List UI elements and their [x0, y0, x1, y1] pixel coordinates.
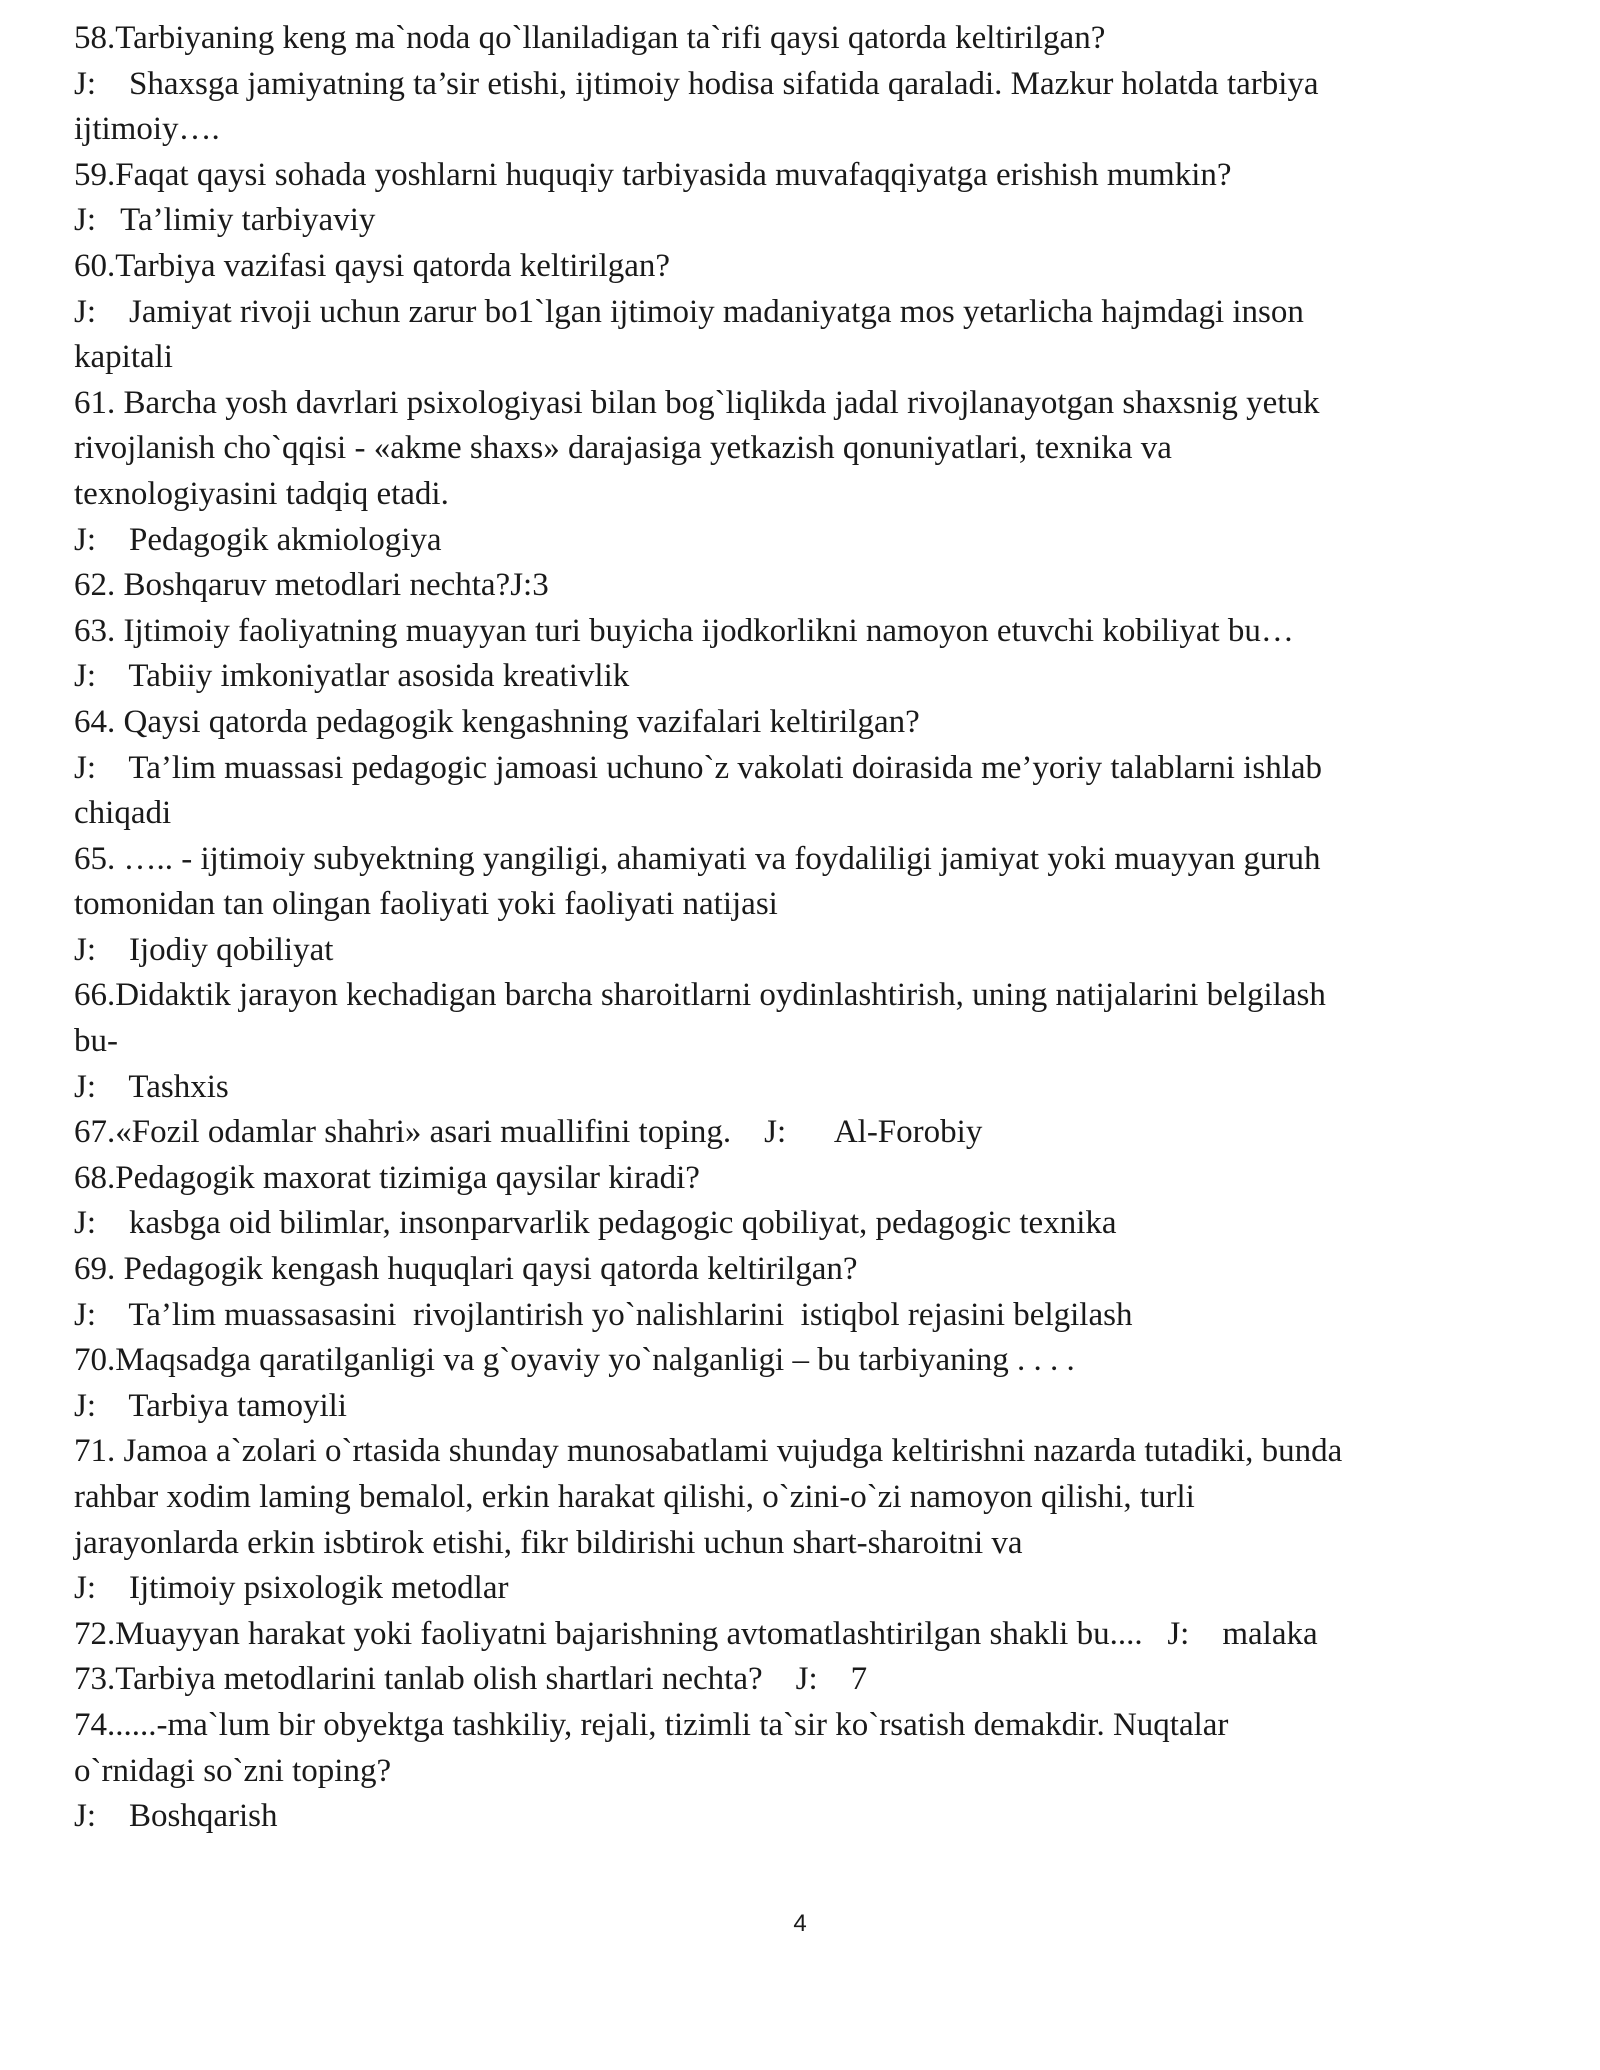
text-line: rahbar xodim laming bemalol, erkin harakat qilishi, o`zini-o`zi namoyon qilishi, turli [74, 1479, 1195, 1515]
text-line: 58.Tarbiyaning keng ma`noda qo`llaniladigan ta`rifi qaysi qatorda keltirilgan? [74, 20, 1106, 56]
text-line: 66.Didaktik jarayon kechadigan barcha sharoitlarni oydinlashtirish, uning natijalarini belgilash [74, 977, 1326, 1014]
text-line: J: Ta’lim muassasasini rivojlantirish yo`nalishlarini istiqbol rejasini belgilash [74, 1296, 1133, 1333]
text-line: 60.Tarbiya vazifasi qaysi qatorda keltirilgan? [74, 247, 671, 284]
document-body [74, 16, 1514, 1840]
text-line: J: Tashxis [74, 1068, 229, 1105]
text-line: J: Ijtimoiy psixologik metodlar [74, 1570, 509, 1607]
text-line: 64. Qaysi qatorda pedagogik kengashning vazifalari keltirilgan? [74, 703, 920, 740]
text-line: J: Tarbiya tamoyili [74, 1387, 347, 1424]
text-line: J: Ta’limiy tarbiyaviy [74, 202, 376, 239]
text-line: J: kasbga oid bilimlar, insonparvarlik pedagogic qobiliyat, pedagogic texnika [74, 1205, 1117, 1242]
text-line: J: Shaxsga jamiyatning ta’sir etishi, ijtimoiy hodisa sifatida qaraladi. Mazkur holatda tarbiya [74, 65, 1319, 102]
text-line: chiqadi [74, 795, 172, 832]
text-line: jarayonlarda erkin isbtirok etishi, fikr bildirishi uchun shart-sharoitni va [74, 1524, 1023, 1561]
text-line: 63. Ijtimoiy faoliyatning muayyan turi buyicha ijodkorlikni namoyon etuvchi kobiliyat bu… [74, 612, 1294, 649]
text-line: 65. ….. - ijtimoiy subyektning yangiligi, ahamiyati va foydaliligi jamiyat yoki muayyan guruh [74, 840, 1321, 877]
text-line: 73.Tarbiya metodlarini tanlab olish shartlari nechta? J: 7 [74, 1661, 868, 1698]
text-line: J: Boshqarish [74, 1798, 278, 1835]
text-line: 68.Pedagogik maxorat tizimiga qaysilar kiradi? [74, 1159, 700, 1196]
text-line: 62. Boshqaruv metodlari nechta?J:3 [74, 567, 549, 604]
text-line: J: Ijodiy qobiliyat [74, 931, 334, 968]
text-line: 74......-ma`lum bir obyektga tashkiliy, rejali, tizimli ta`sir ko`rsatish demakdir. Nuqtalar [74, 1706, 1229, 1743]
text-line: 70.Maqsadga qaratilganligi va g`oyaviy yo`nalganligi – bu tarbiyaning . . . . [74, 1342, 1075, 1379]
text-line: 71. Jamoa a`zolari o`rtasida shunday munosabatlami vujudga keltirishni nazarda tutadiki, bunda [74, 1433, 1343, 1470]
text-line: 69. Pedagogik kengash huquqlari qaysi qatorda keltirilgan? [74, 1251, 858, 1288]
text-line: bu- [74, 1023, 118, 1060]
text-line: 67.«Fozil odamlar shahri» asari muallifini toping. J: Al-Forobiy [74, 1114, 983, 1151]
text-line: J: Pedagogik akmiologiya [74, 521, 442, 558]
text-line: J: Jamiyat rivoji uchun zarur bo1`lgan ijtimoiy madaniyatga mos yetarlicha hajmdagi inson [74, 293, 1304, 330]
text-line: J: Ta’lim muassasi pedagogic jamoasi uchuno`z vakolati doirasida me’yoriy talablarni ishlab [74, 749, 1323, 786]
text-line: 59.Faqat qaysi sohada yoshlarni huquqiy tarbiyasida muvafaqqiyatga erishish mumkin? [74, 156, 1232, 193]
text-line: tomonidan tan olingan faoliyati yoki faoliyati natijasi [74, 886, 778, 923]
text-line: J: Tabiiy imkoniyatlar asosida kreativlik [74, 658, 630, 695]
text-line: 72.Muayyan harakat yoki faoliyatni bajarishning avtomatlashtirilgan shakli bu.... J: malaka [74, 1615, 1318, 1652]
text-line: texnologiyasini tadqiq etadi. [74, 475, 449, 512]
text-line: rivojlanish cho`qqisi - «akme shaxs» darajasiga yetkazish qonuniyatlari, texnika va [74, 430, 1172, 467]
text-line: ijtimoiy…. [74, 111, 220, 148]
text-line: 61. Barcha yosh davrlari psixologiyasi bilan bog`liqlikda jadal rivojlanayotgan shaxsnig yetuk [74, 384, 1320, 421]
text-line: kapitali [74, 339, 173, 376]
text-line: o`rnidagi so`zni toping? [74, 1752, 392, 1789]
page-number: 4 [793, 1910, 807, 1937]
